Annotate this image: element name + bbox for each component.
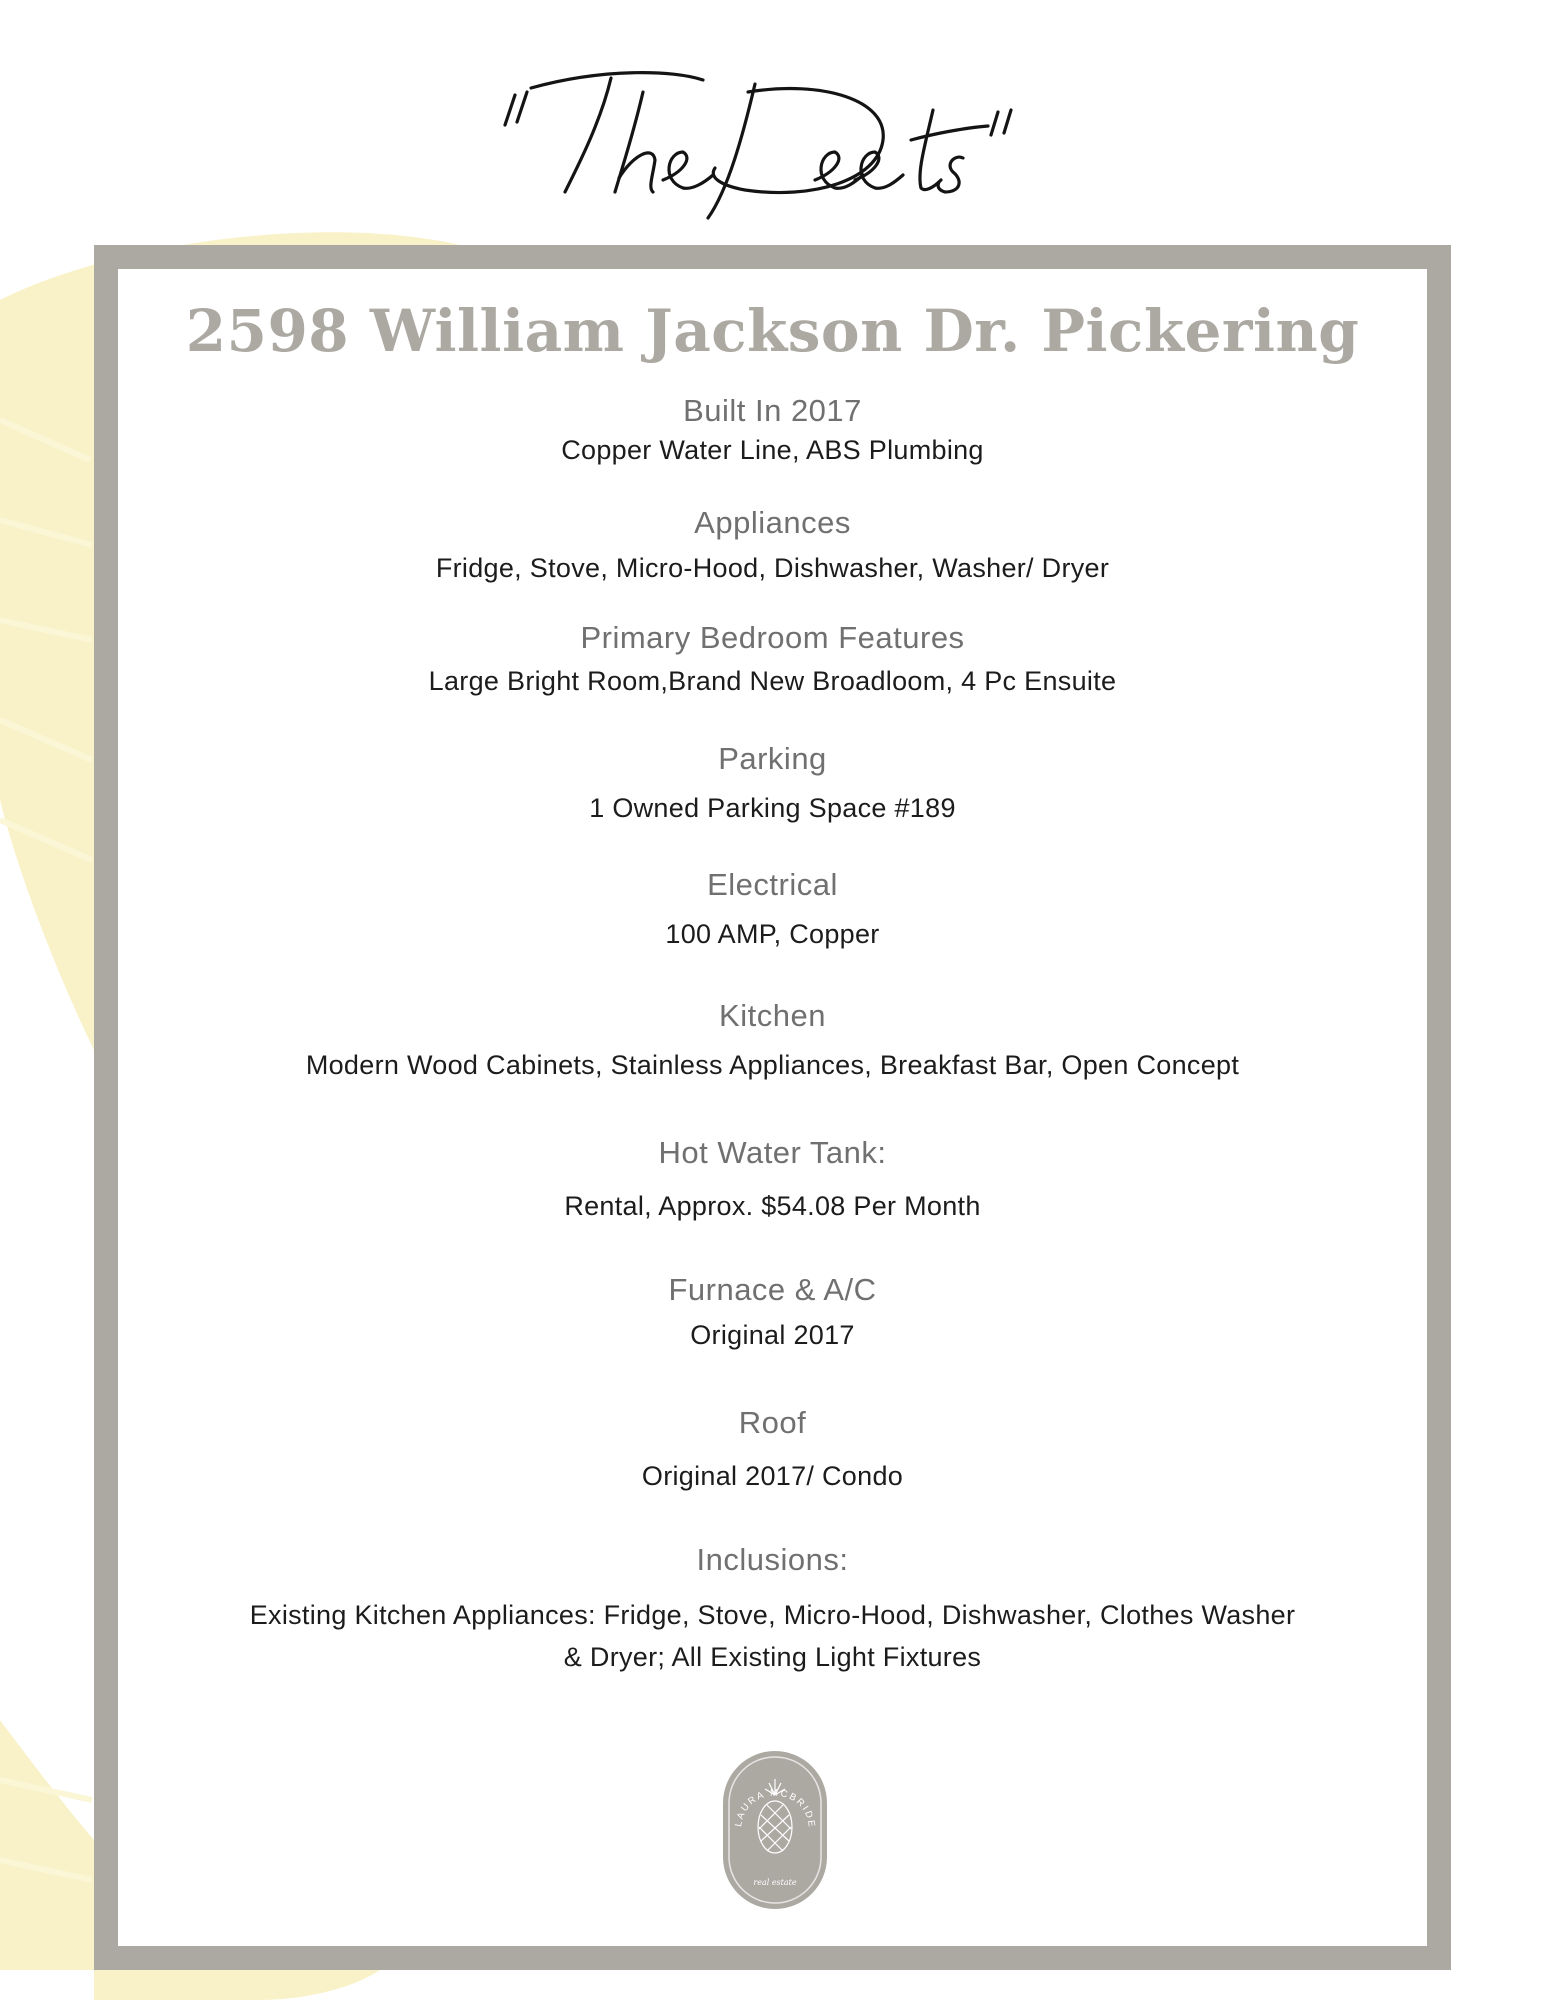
section-label: Furnace & A/C xyxy=(668,1272,877,1307)
section-built-in xyxy=(118,393,1427,466)
section-label: Primary Bedroom Features xyxy=(580,620,965,655)
section-label: Electrical xyxy=(707,867,838,902)
section-roof xyxy=(118,1405,1427,1492)
section-value: Modern Wood Cabinets, Stainless Appliances, Breakfast Bar, Open Concept xyxy=(305,1050,1240,1080)
section-electrical xyxy=(118,867,1427,950)
script-header xyxy=(0,40,1545,230)
section-value: 1 Owned Parking Space #189 xyxy=(589,793,956,823)
section-value: Large Bright Room,Brand New Broadloom, 4 Pc Ensuite xyxy=(428,666,1117,696)
logo-tagline: real estate xyxy=(753,1878,797,1887)
section-label: Inclusions: xyxy=(696,1542,849,1577)
section-primary-bedroom xyxy=(118,620,1427,697)
logo-brand-text: LAURA MCBRIDE xyxy=(733,1787,818,1830)
section-kitchen xyxy=(118,998,1427,1081)
section-value: Original 2017 xyxy=(690,1320,855,1350)
section-value: Copper Water Line, ABS Plumbing xyxy=(561,435,984,465)
section-parking xyxy=(118,741,1427,824)
section-label: Parking xyxy=(718,741,827,776)
section-label: Built In 2017 xyxy=(683,393,862,428)
script-header-lettering xyxy=(493,40,1053,230)
section-value: Original 2017/ Condo xyxy=(641,1461,904,1491)
section-appliances xyxy=(118,505,1427,584)
section-value: Existing Kitchen Appliances: Fridge, Stove, Micro-Hood, Dishwasher, Clothes Washer & Dryer; All Existing Light Fixtures xyxy=(249,1600,1296,1672)
section-value: Fridge, Stove, Micro-Hood, Dishwasher, Washer/ Dryer xyxy=(435,553,1110,583)
section-value: 100 AMP, Copper xyxy=(665,919,880,949)
section-hot-water-tank xyxy=(118,1135,1427,1222)
script-header-text xyxy=(0,40,1,41)
section-inclusions xyxy=(118,1542,1427,1678)
section-furnace-ac xyxy=(118,1272,1427,1351)
section-label: Roof xyxy=(738,1405,807,1440)
details-frame xyxy=(94,245,1451,1970)
section-value: Rental, Approx. $54.08 Per Month xyxy=(564,1191,981,1221)
property-address: 2598 William Jackson Dr. Pickering xyxy=(185,297,1360,365)
brand-logo xyxy=(721,1749,829,1911)
section-label: Kitchen xyxy=(719,998,826,1033)
section-label: Hot Water Tank: xyxy=(658,1135,887,1170)
section-label: Appliances xyxy=(694,505,851,540)
